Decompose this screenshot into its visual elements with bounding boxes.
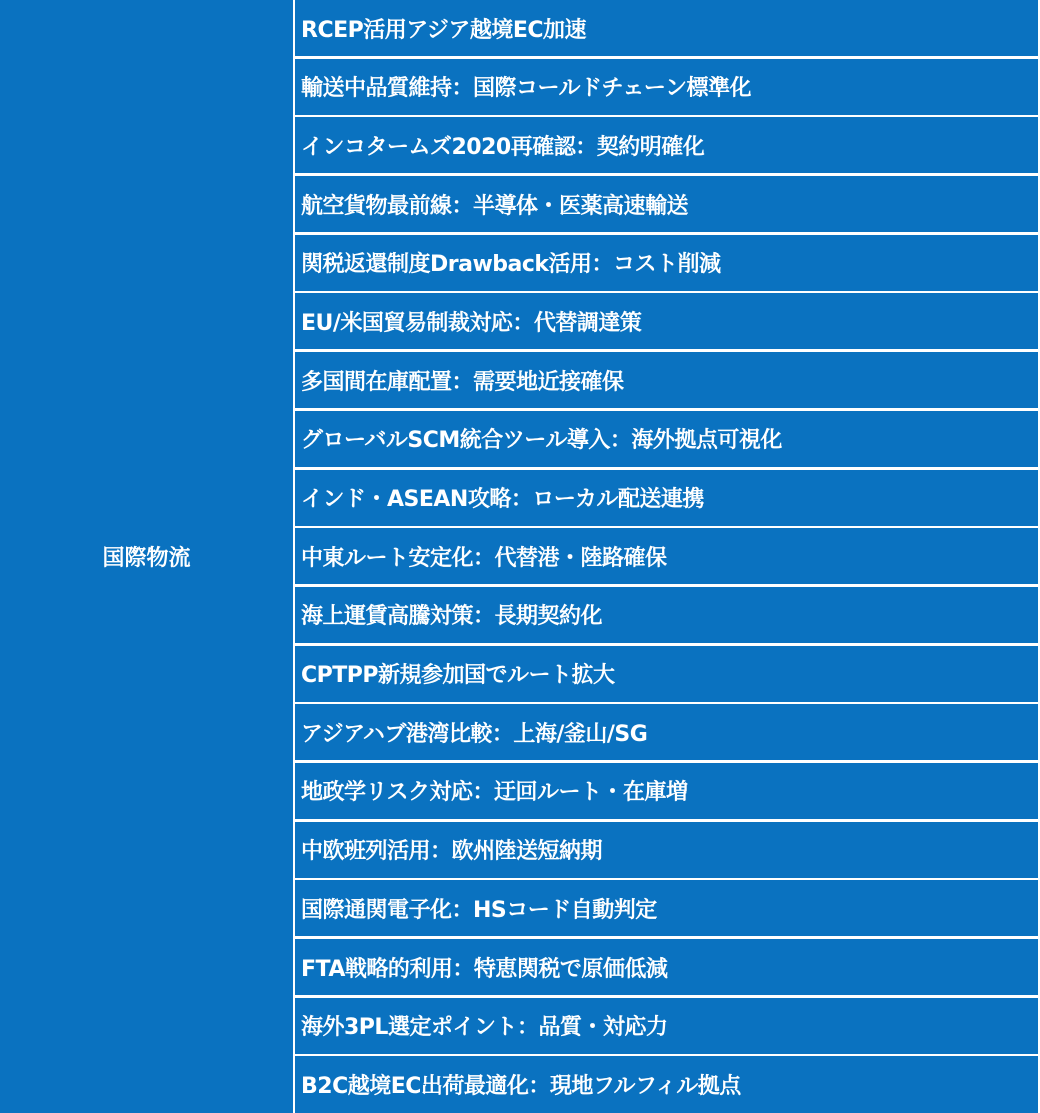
topic-text: 関税返還制度Drawback活用：コスト削減	[301, 252, 721, 278]
topic-text: 海上運賃高騰対策：長期契約化	[301, 604, 603, 630]
topic-row	[295, 1056, 1038, 1113]
topic-row	[295, 763, 1038, 819]
topic-text: CPTPP新規参加国でルート拡大	[301, 663, 615, 689]
topic-row	[295, 0, 1038, 56]
topic-row	[295, 352, 1038, 408]
topic-row	[295, 293, 1038, 349]
topic-row	[295, 880, 1038, 936]
topic-row	[295, 822, 1038, 878]
topic-text: FTA戦略的利用：特恵関税で原価低減	[301, 956, 668, 982]
topic-row	[295, 998, 1038, 1054]
topic-text: 海外3PL選定ポイント：品質・対応力	[301, 1015, 668, 1041]
topic-text: インコタームズ2020再確認：契約明確化	[301, 134, 705, 160]
topic-row	[295, 235, 1038, 291]
topic-text: 航空貨物最前線：半導体・医薬高速輸送	[301, 193, 689, 219]
topic-text: 国際通関電子化：HSコード自動判定	[301, 897, 657, 923]
topic-text: アジアハブ港湾比較：上海/釜山/SG	[301, 721, 648, 747]
topic-text: グローバルSCM統合ツール導入：海外拠点可視化	[301, 428, 782, 454]
topic-text: B2C越境EC出荷最適化：現地フルフィル拠点	[301, 1074, 741, 1100]
category-cell	[0, 0, 293, 1113]
topic-row	[295, 176, 1038, 232]
topic-text: EU/米国貿易制裁対応：代替調達策	[301, 310, 642, 336]
topic-text: RCEP活用アジア越境EC加速	[301, 17, 587, 43]
topic-text: 多国間在庫配置：需要地近接確保	[301, 369, 624, 395]
topic-text: 輸送中品質維持：国際コールドチェーン標準化	[301, 76, 751, 102]
topic-row	[295, 411, 1038, 467]
topic-row	[295, 117, 1038, 173]
topic-text: 中東ルート安定化：代替港・陸路確保	[301, 545, 667, 571]
topic-text: 中欧班列活用：欧州陸送短納期	[301, 839, 603, 865]
topic-row	[295, 587, 1038, 643]
topic-row	[295, 528, 1038, 584]
topic-row	[295, 59, 1038, 115]
topic-row	[295, 939, 1038, 995]
category-label: 国際物流	[102, 546, 191, 571]
topic-row	[295, 470, 1038, 526]
topic-text: インド・ASEAN攻略：ローカル配送連携	[301, 487, 704, 512]
topic-list	[295, 0, 1038, 1113]
topic-text: 地政学リスク対応：迂回ルート・在庫増	[301, 780, 688, 806]
topic-row	[295, 646, 1038, 702]
topic-row	[295, 704, 1038, 760]
